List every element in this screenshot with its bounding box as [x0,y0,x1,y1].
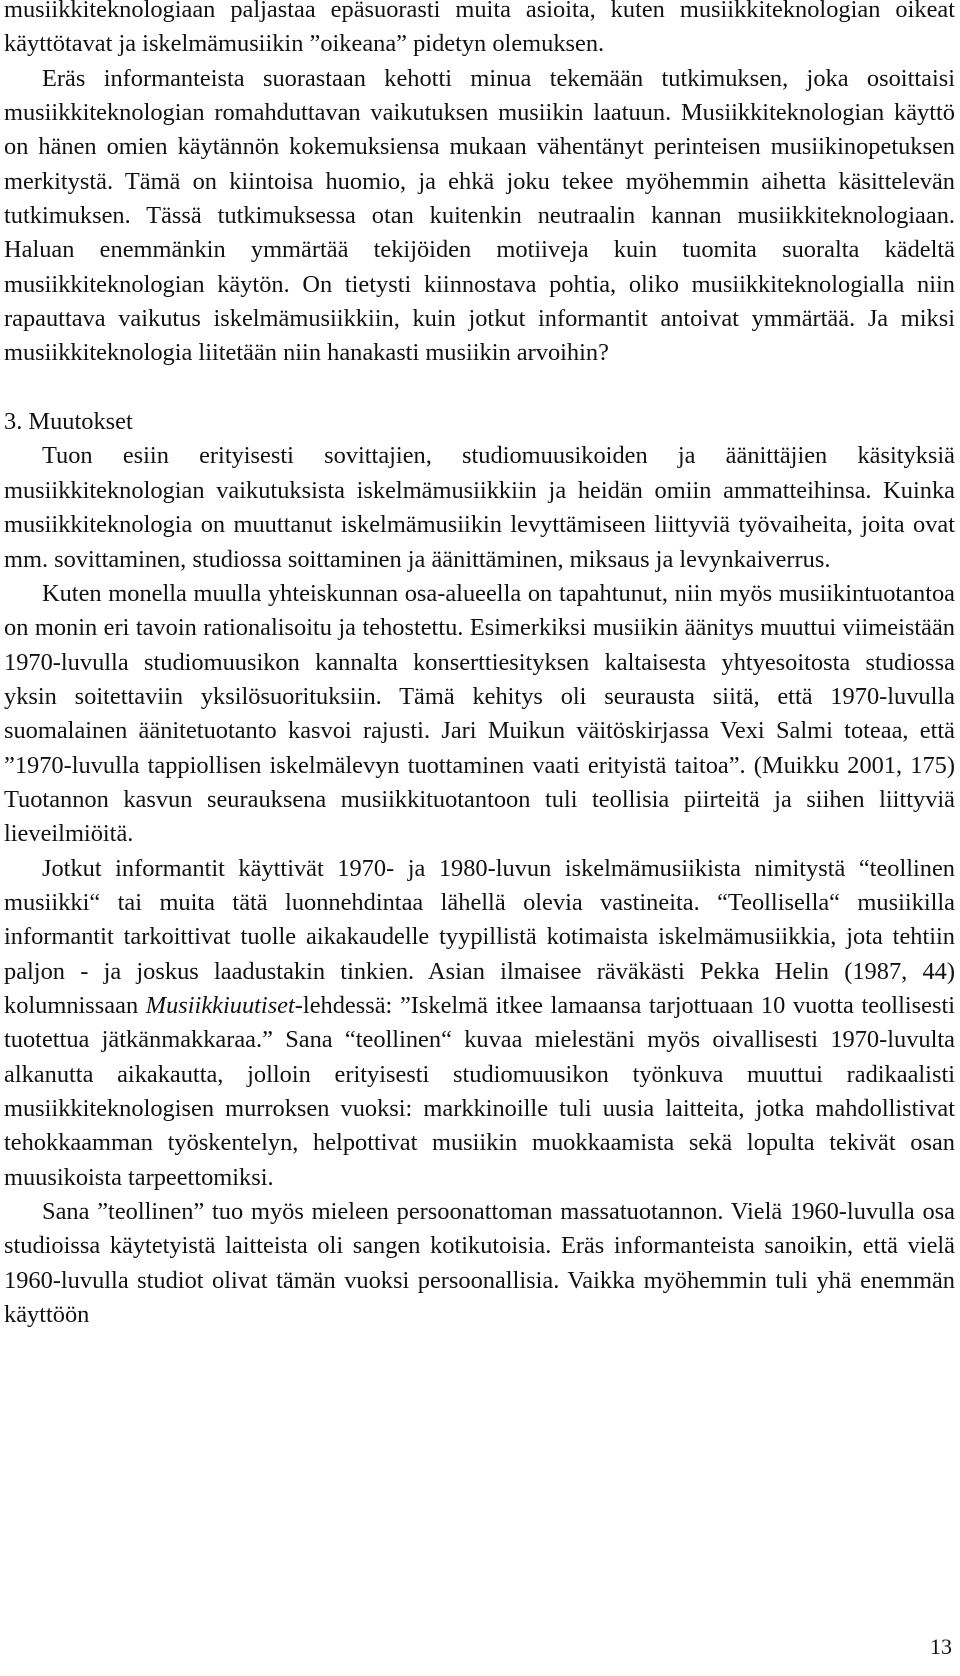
section-heading: 3. Muutokset [4,408,133,436]
page-body [4,0,955,1332]
paragraph-industrial-music-text-a: Jotkut informantit käyttivät 1970- ja 1980-luvun iskelmämusiikista nimitystä “teollinen musiikki“ tai muita tätä luonnehdintaa lähellä olevia vastineita. “Teollisella“ musiikilla informantit tarkoittivat tuolle aikakaudelle tyypillistä kotimaista iskelmämusiikkia, jota tehtiin paljon - ja joskus laadustakin tinkien. Asian ilmaisee räväkästi Pekka Helin (1987, 44) kolumnissaan [4,854,955,1019]
paragraph-mass-production: Sana ”teollinen” tuo myös mieleen persoonattoman massatuotannon. Vielä 1960-luvulla osa studioissa käytetyistä laitteista oli sangen kotikutoisia. Eräs informanteista sanoikin, että vielä 1960-luvulla studiot olivat tämän vuoksi persoonallisia. Vaikka myöhemmin tuli yhä enemmän käyttöön [4,1198,955,1329]
paragraph-continued: musiikkiteknologiaan paljastaa epäsuorasti muita asioita, kuten musiikkiteknologian oikeat käyttötavat ja iskelmämusiikin ”oikeana” pidetyn olemuksen. [4,0,955,58]
paragraph-informant: Eräs informanteista suorastaan kehotti minua tekemään tutkimuksen, joka osoittaisi musiikkiteknologian romahduttavan vaikutuksen musiikin laatuun. Musiikkiteknologian käyttö on hänen omien käytännön kokemuksiensa mukaan vähentänyt perinteisen musiikinopetuksen merkitystä. Tämä on kiintoisa huomio, ja ehkä joku tekee myöhemmin aihetta käsittelevän tutkimuksen. Tässä tutkimuksessa otan kuitenkin neutraalin kannan musiikkiteknologiaan. Haluan enemmänkin ymmärtää tekijöiden motiiveja kuin tuomita suoralta kädeltä musiikkiteknologian käytön. On tietysti kiinnostava pohtia, oliko musiikkiteknologialla niin rapauttava vaikutus iskelmämusiikkiin, kuin jotkut informantit antoivat ymmärtää. Ja miksi musiikkiteknologia liitetään niin hanakasti musiikin arvoihin? [4,64,955,367]
paragraph-industrial-music [4,852,955,1195]
publication-title: Musiikkiuutiset [145,991,295,1019]
page-number: 13 [930,1634,952,1659]
paragraph-industrial-music-text-b: -lehdessä: ”Iskelmä itkee lamaansa tarjottuaan 10 vuotta teollisesti tuotettua jätkänmakkaraa.” Sana “teollinen“ kuvaa mielestäni myös oivallisesti 1970-luvulta alkanutta aikakautta, jolloin erityisesti studiomuusikon työnkuva muuttui radikaalisti musiikkiteknologisen murroksen vuoksi: markkinoille tuli uusia laitteita, jotka mahdollistivat tehokkaamman työskentelyn, helpottivat musiikin muokkaamista sekä lopulta tekivät osan muusikoista tarpeettomiksi. [4,991,955,1191]
paragraph-rationalisation: Kuten monella muulla yhteiskunnan osa-alueella on tapahtunut, niin myös musiikintuotantoa on monin eri tavoin rationalisoitu ja tehostettu. Esimerkiksi musiikin äänitys muuttui viimeistään 1970-luvulla studiomuusikon kannalta konserttiesityksen kaltaisesta yhtyesoitosta studiossa yksin soitettaviin yksilösuorituksiin. Tämä kehitys oli seurausta siitä, että 1970-luvulla suomalainen äänitetuotanto kasvoi rajusti. Jari Muikun väitöskirjassa Vexi Salmi toteaa, että ”1970-luvulla tappiollisen iskelmälevyn tuottaminen vaati erityistä taitoa”. (Muikku 2001, 175) Tuotannon kasvun seurauksena musiikkituotantoon tuli teollisia piirteitä ja siihen liittyviä lieveilmiöitä. [4,579,955,848]
paragraph-arrangers: Tuon esiin erityisesti sovittajien, studiomuusikoiden ja äänittäjien käsityksiä musiikkiteknologian vaikutuksista iskelmämusiikkiin ja heidän omiin ammatteihinsa. Kuinka musiikkiteknologia on muuttanut iskelmämusiikin levyttämiseen liittyviä työvaiheita, joita ovat mm. sovittaminen, studiossa soittaminen ja äänittäminen, miksaus ja levynkaiverrus. [4,442,955,573]
